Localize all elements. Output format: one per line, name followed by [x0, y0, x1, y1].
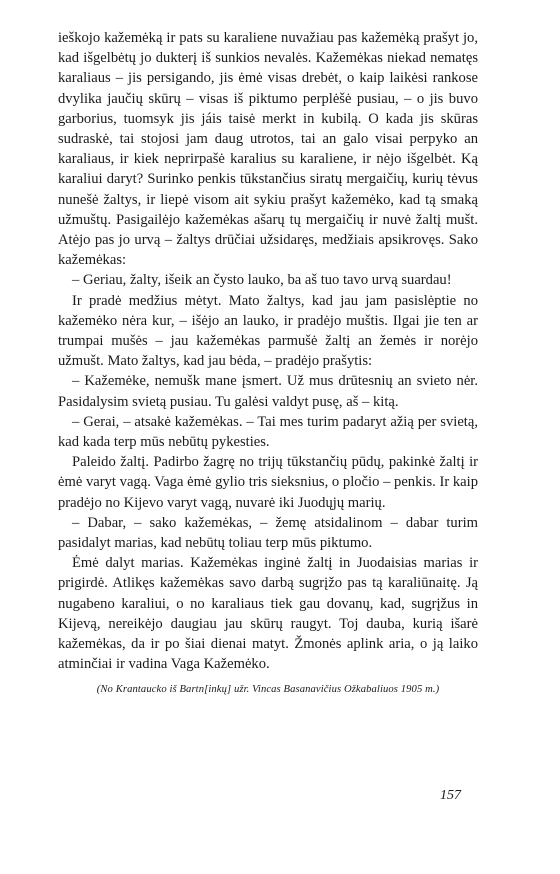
paragraph-4: – Kažemėke, nemušk mane įsmert. Už mus drūtesnių an svieto nėr. Pasidalysim svietą pusiau. Tu galėsi valdyt pusę, aš – kitą. [58, 373, 478, 410]
book-page [58, 28, 478, 697]
story-text [58, 28, 478, 675]
paragraph-3: Ir pradė medžius mėtyt. Mato žaltys, kad jau jam pasislėptie no kažemėko nėra kur, – išėjo an lauko, ir pradėjo muštis. Ilgai jie ten ar trumpai mušės – jau kažemėkas parmušė žaltį an žemės ir norėjo užmušt. Mato žaltys, kad jau bėda, – pradėjo prašytis: [58, 292, 478, 370]
page-number: 157 [440, 788, 461, 803]
source-citation: (No Krantaucko iš Bartn[inkų] užr. Vincas Basanavičius Ožkabaliuos 1905 m.) [96, 683, 440, 695]
paragraph-6: Paleido žaltį. Padirbo žagrę no trijų tūkstančių pūdų, pakinkė žaltį ir ėmė varyt vagą. Vaga ėmė gylio tris sieksnius, o pločio – penkis. Ir kaip pradėjo no Kijevo varyt vagą, nuvarė iki Juodųjų marių. [58, 454, 478, 511]
paragraph-1: ieškojo kažemėką ir pats su karaliene nuvažiau pas kažemėką prašyt jo, kad išgelbėtų jo dukterį iš sunkios nevalės. Kažemėkas niekad nematęs karaliaus – jis persigando, jis ėmė visas drebėt, o kaip laikėsi rankose dvylika jaučių skūrų – visas iš piktumo perplėšė pusiau, – o jis buvo garborius, tuomsyk jis jáis taisė merkt in kubilą. O kada jis skūras sudraskė, tai stojosi jam daug utrotos, tai an galo visai perpyko an karaliaus, ir kiek neprirpašė karalius su karaliene, ir nėjo išgelbėt. Ką karaliui daryt? Surinko penkis tūkstančius siratų mergaičių, kurių tėvus nunešė žaltys, ir liepė visom ait sykiu prašyt kažemėko, kad tą smaką užmuštų. Pasigailėjo kažemėkas ašarų tų mergaičių ir nuvė žaltį mušt. Atėjo pas jo urvą – žaltys drūčiai užsidaręs, medžiais apsikrovęs. Sako kažemėkas: [58, 30, 478, 269]
paragraph-7: – Dabar, – sako kažemėkas, – žemę atsidalinom – dabar turim pasidalyt marias, kad nebūtų toliau terp mūs piktumo. [58, 514, 478, 552]
paragraph-8: Ėmė dalyt marias. Kažemėkas inginė žaltį in Juodaisias marias ir prigirdė. Atlikęs kažemėkas savo darbą sugrįžo pas tą karaliūnaitę. Ją nugabeno karaliui, o no karaliaus tiek gau dovanų, kad, sugrįžus in Kijevą, nereikėjo daugiau jau skūrų raugyt. Toj dauba, kurią išarė kažemėkas, da ir po šiai dienai matyt. Žmonės aplink aria, o ją laiko atminčiai ir vadina Vaga Kažemėko. [58, 555, 478, 673]
paragraph-5: – Gerai, – atsakė kažemėkas. – Tai mes turim padaryt ažią per svietą, kad kada terp mūs nebūtų pykesties. [58, 413, 478, 451]
paragraph-2: – Geriau, žalty, išeik an čysto lauko, ba aš tuo tavo urvą suardau! [72, 272, 452, 289]
